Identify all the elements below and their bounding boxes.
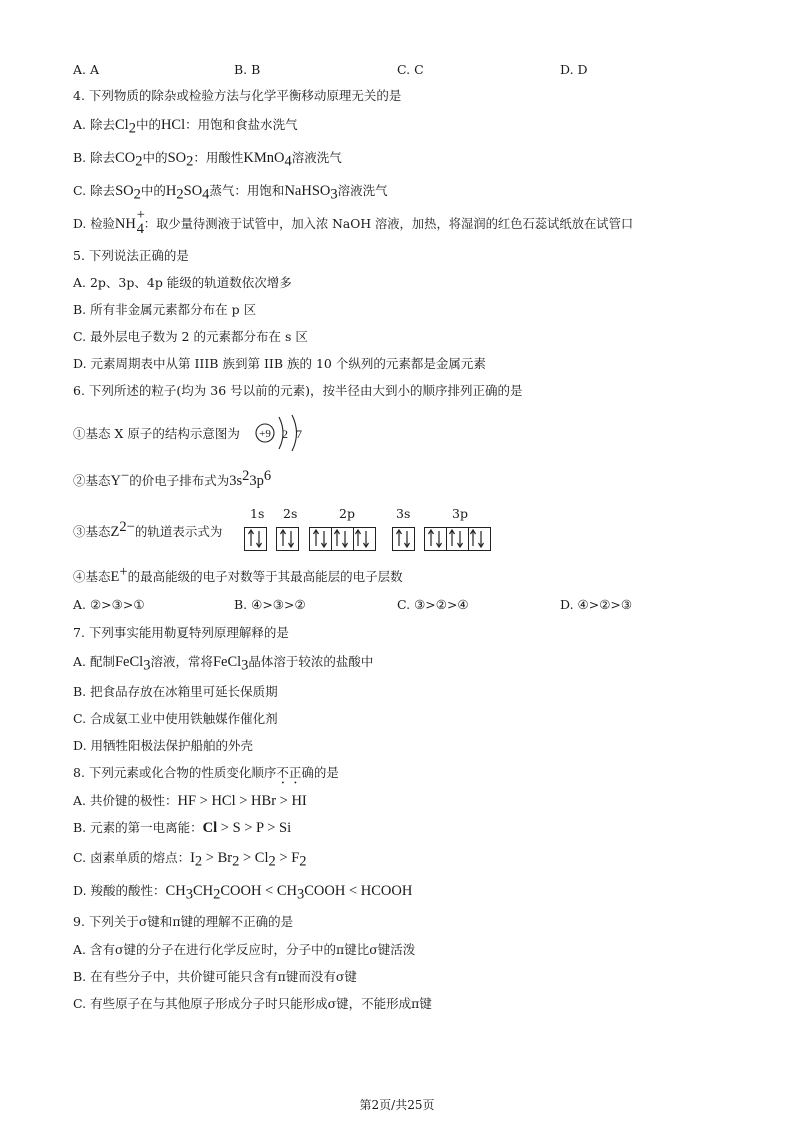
q7-option-c: C. 合成氨工业中使用铁触媒作催化剂 (73, 711, 278, 726)
q4-option-a: A. 除去$Cl_2$中的HCl：用饱和食盐水洗气 (73, 117, 298, 137)
q3-option-d: D. D (560, 62, 588, 77)
shell-2-electrons: 7 (296, 427, 302, 441)
q6-option-c: C. ③>②>④ (397, 597, 469, 612)
q6-item-2: ②基态Y−的价电子排布式为$3s^23p^6$ (73, 467, 272, 489)
q4-option-c: C. 除去$SO_2$中的$H_2SO_4$蒸气：用饱和NaHSO$_3$溶液洗气 (73, 183, 388, 203)
q8-option-a: A. 共价键的极性：HF > HCl > HBr > HI (73, 793, 307, 809)
q4-option-b: B. 除去$CO_2$中的$SO_2$：用酸性KMnO$_4$溶液洗气 (73, 150, 342, 170)
q9-option-b: B. 在有些分子中，共价键可能只含有π键而没有σ键 (73, 969, 357, 984)
q6-option-a: A. ②>③>① (73, 597, 145, 612)
q5-option-d: D. 元素周期表中从第 IIIB 族到第 IIB 族的 10 个纵列的元素都是金属元素 (73, 356, 486, 371)
orbital-label-2p: 2p (339, 506, 355, 521)
emphasis-marks: 不正 (276, 765, 302, 780)
q8-stem: 8. 下列元素或化合物的性质变化顺序不正确的是 (73, 765, 339, 780)
page-footer: 第2页/共25页 (359, 1098, 435, 1112)
q6-option-b: B. ④>③>② (234, 597, 306, 612)
q6-item-3: ③基态$Z^{2-}$的轨道表示式为 (73, 518, 223, 540)
q6-item-1: ①基态 X 原子的结构示意图为 (73, 426, 240, 441)
shell-1-electrons: 2 (282, 427, 288, 441)
q8-option-d: D. 羧酸的酸性：$CH_3CH_2COOH$ < $CH_3COOH$ < HCOOH (73, 883, 413, 903)
q6-option-d: D. ④>②>③ (560, 597, 633, 612)
q5-option-c: C. 最外层电子数为 2 的元素都分布在 s 区 (73, 329, 308, 344)
q9-option-a: A. 含有σ键的分子在进行化学反应时，分子中的π键比σ键活泼 (73, 942, 416, 957)
orbital-label-2s: 2s (283, 506, 298, 521)
orbital-label-1s: 1s (250, 506, 265, 521)
q7-option-a: A. 配制FeCl$_3$溶液，常将FeCl$_3$晶体溶于较浓的盐酸中 (73, 654, 374, 674)
nucleus-charge: +9 (259, 428, 271, 440)
q3-option-c: C. C (397, 62, 424, 77)
q7-option-b: B. 把食品存放在冰箱里可延长保质期 (73, 684, 278, 699)
q5-stem: 5. 下列说法正确的是 (73, 248, 189, 263)
q5-option-a: A. 2p、3p、4p 能级的轨道数依次增多 (73, 275, 292, 290)
orbital-label-3s: 3s (396, 506, 411, 521)
q9-stem: 9. 下列关于σ键和π键的理解不正确的是 (73, 914, 294, 929)
q6-stem: 6. 下列所述的粒子(均为 36 号以前的元素)，按半径由大到小的顺序排列正确的是 (73, 383, 523, 398)
q4-option-d: D. 检验NH + 4 ：取少量待测液于试管中，加入浓 NaOH 溶液，加热，将湿润的红色石蕊试纸放在试管口 (73, 207, 634, 237)
q7-option-d: D. 用牺牲阳极法保护船舶的外壳 (73, 738, 254, 753)
q3-option-a: A. A (73, 62, 100, 77)
q9-option-c: C. 有些原子在与其他原子形成分子时只能形成σ键，不能形成π键 (73, 996, 432, 1011)
q3-option-b: B. B (234, 62, 261, 77)
q8-option-c: C. 卤素单质的熔点：$I_2 > Br_2 > Cl_2 > F_2$ (73, 850, 307, 870)
q5-option-b: B. 所有非金属元素都分布在 p 区 (73, 302, 257, 317)
q8-option-b: B. 元素的第一电离能：Cl > S > P > Si (73, 820, 292, 836)
orbital-label-3p: 3p (452, 506, 468, 521)
q6-item-4: ④基态E+的最高能级的电子对数等于其最高能层的电子层数 (73, 563, 403, 585)
q7-stem: 7. 下列事实能用勒夏特列原理解释的是 (73, 625, 289, 640)
q4-stem: 4. 下列物质的除杂或检验方法与化学平衡移动原理无关的是 (73, 88, 402, 103)
